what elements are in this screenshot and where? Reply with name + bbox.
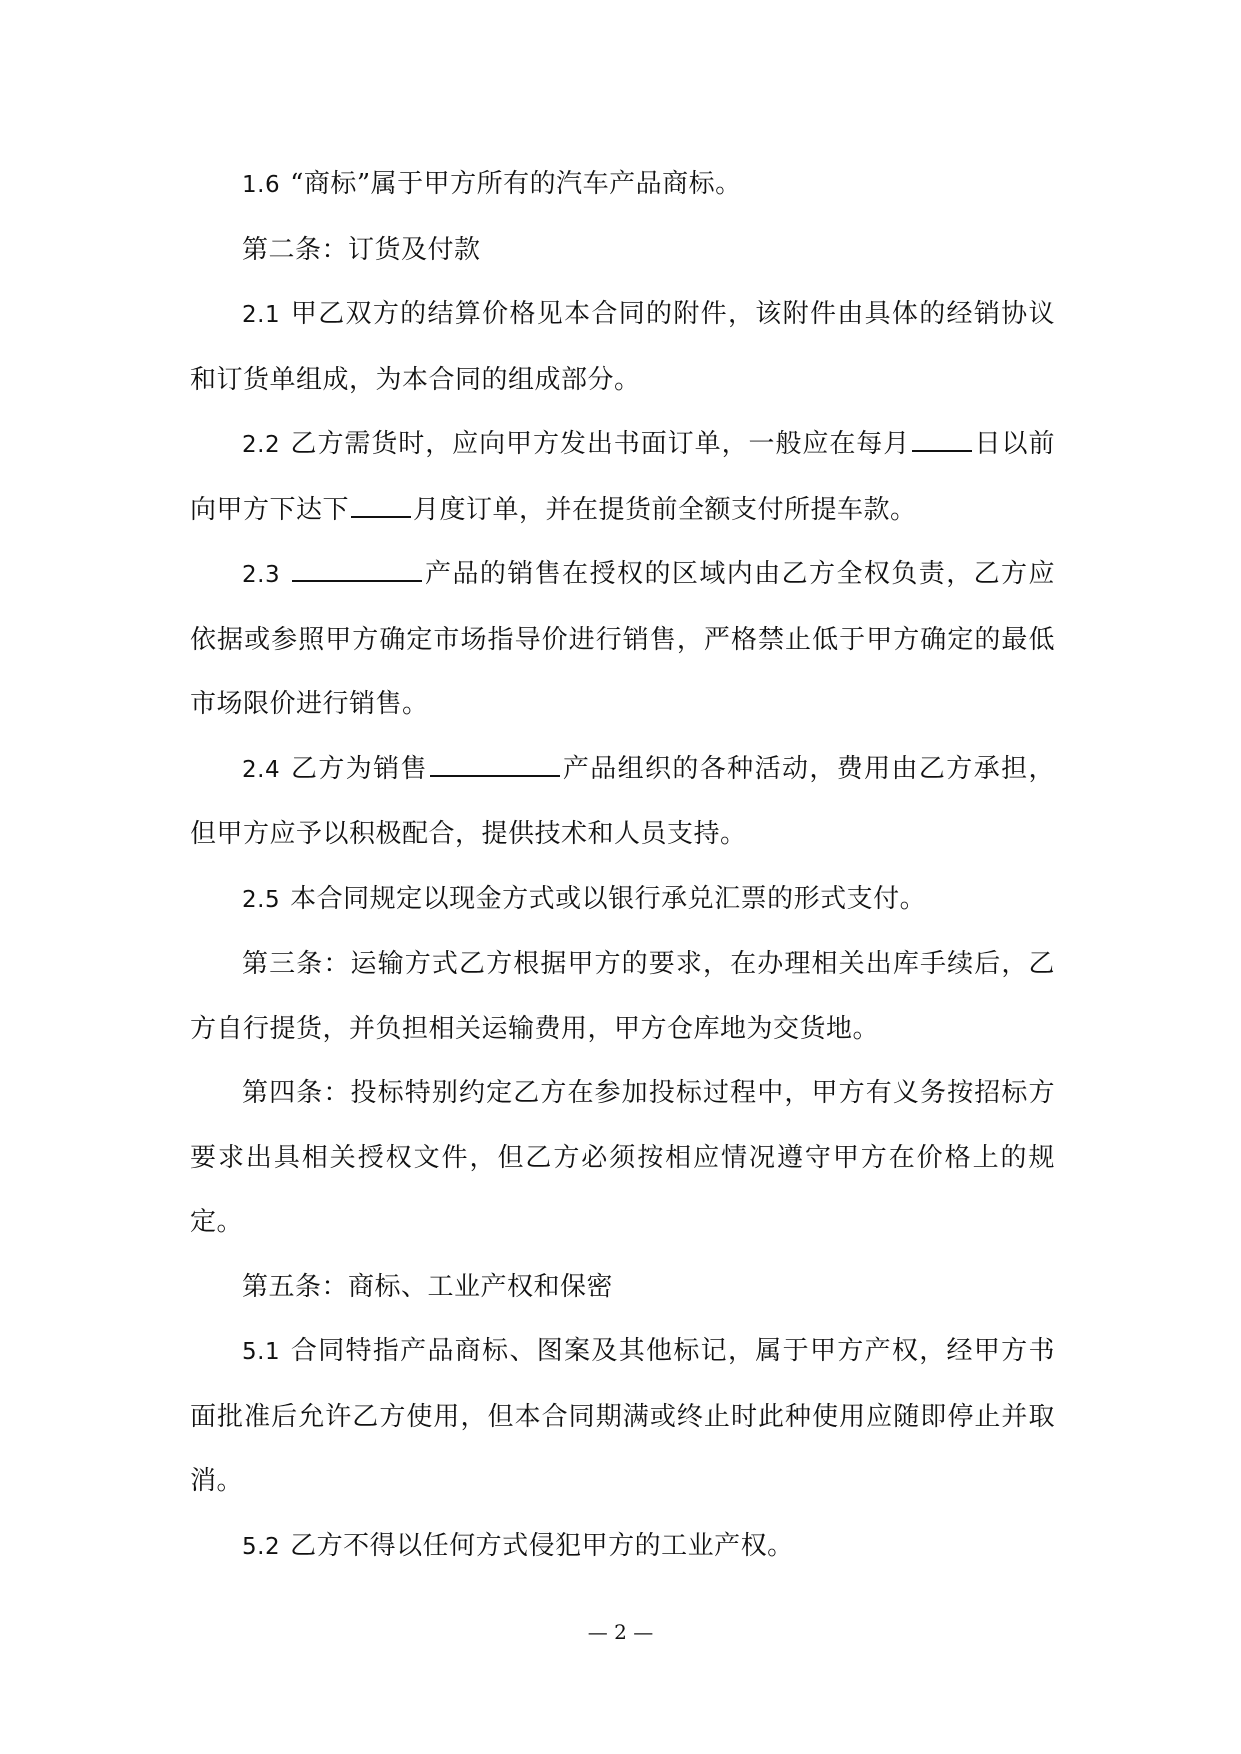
clause-number: 5.1 [242, 1339, 281, 1365]
clause-2-3 [190, 542, 1055, 737]
clause-number: 2.3 [242, 562, 281, 588]
article-3 [190, 932, 1055, 1061]
clause-text: 本合同规定以现金方式或以银行承兑汇票的形式支付。 [290, 883, 927, 914]
clause-number: 2.5 [242, 886, 281, 913]
clause-text: 甲乙双方的结算价格见本合同的附件，该附件由具体的经销协议和订货单组成，为本合同的组成部分。 [190, 299, 1055, 395]
clause-5-2 [190, 1514, 1055, 1580]
article-text: 第四条：投标特别约定乙方在参加投标过程中，甲方有义务按招标方要求出具相关授权文件，但乙方必须按相应情况遵守甲方在价格上的规定。 [190, 1078, 1055, 1237]
clause-2-2 [190, 412, 1055, 542]
product-blank [430, 745, 560, 777]
article-text: 第五条：商标、工业产权和保密 [242, 1271, 614, 1302]
page-number: — 2 — [587, 1620, 654, 1644]
clause-number: 2.2 [242, 432, 281, 458]
clause-text: 乙方为销售 [290, 753, 428, 784]
day-blank [912, 420, 972, 452]
article-text: 第二条：订货及付款 [242, 234, 481, 265]
product-blank [292, 550, 422, 582]
document-body [190, 152, 1055, 1579]
clause-text: 日以前向甲方下达下 [190, 429, 1055, 525]
clause-2-5 [190, 867, 1055, 933]
clause-1-6 [190, 152, 1055, 218]
clause-2-1 [190, 282, 1055, 412]
clause-number: 2.4 [242, 756, 281, 783]
article-5-heading [190, 1255, 1055, 1320]
article-text: 第三条：运输方式乙方根据甲方的要求，在办理相关出库手续后，乙方自行提货，并负担相关运输费用，甲方仓库地为交货地。 [190, 949, 1055, 1044]
clause-text: “商标”属于甲方所有的汽车产品商标。 [290, 169, 742, 199]
clause-5-1 [190, 1319, 1055, 1514]
clause-number: 2.1 [242, 302, 281, 328]
clause-number: 5.2 [242, 1533, 281, 1560]
clause-text: 产品的销售在授权的区域内由乙方全权负责，乙方应依据或参照甲方确定市场指导价进行销售，严格禁止低于甲方确定的最低市场限价进行销售。 [190, 559, 1055, 719]
clause-number: 1.6 [242, 172, 281, 198]
article-2-heading [190, 218, 1055, 283]
clause-text: 乙方需货时，应向甲方发出书面订单，一般应在每月 [290, 429, 911, 459]
clause-2-4 [190, 737, 1055, 867]
article-4 [190, 1061, 1055, 1255]
clause-text: 乙方不得以任何方式侵犯甲方的工业产权。 [290, 1530, 794, 1561]
clause-text: 产品组织的各种活动，费用由乙方承担，但甲方应予以积极配合，提供技术和人员支持。 [190, 753, 1055, 849]
clause-text: 合同特指产品商标、图案及其他标记，属于甲方产权，经甲方书面批准后允许乙方使用，但本合同期满或终止时此种使用应随即停止并取消。 [190, 1336, 1055, 1496]
month-blank [351, 486, 411, 518]
clause-text: 月度订单，并在提货前全额支付所提车款。 [413, 494, 917, 525]
